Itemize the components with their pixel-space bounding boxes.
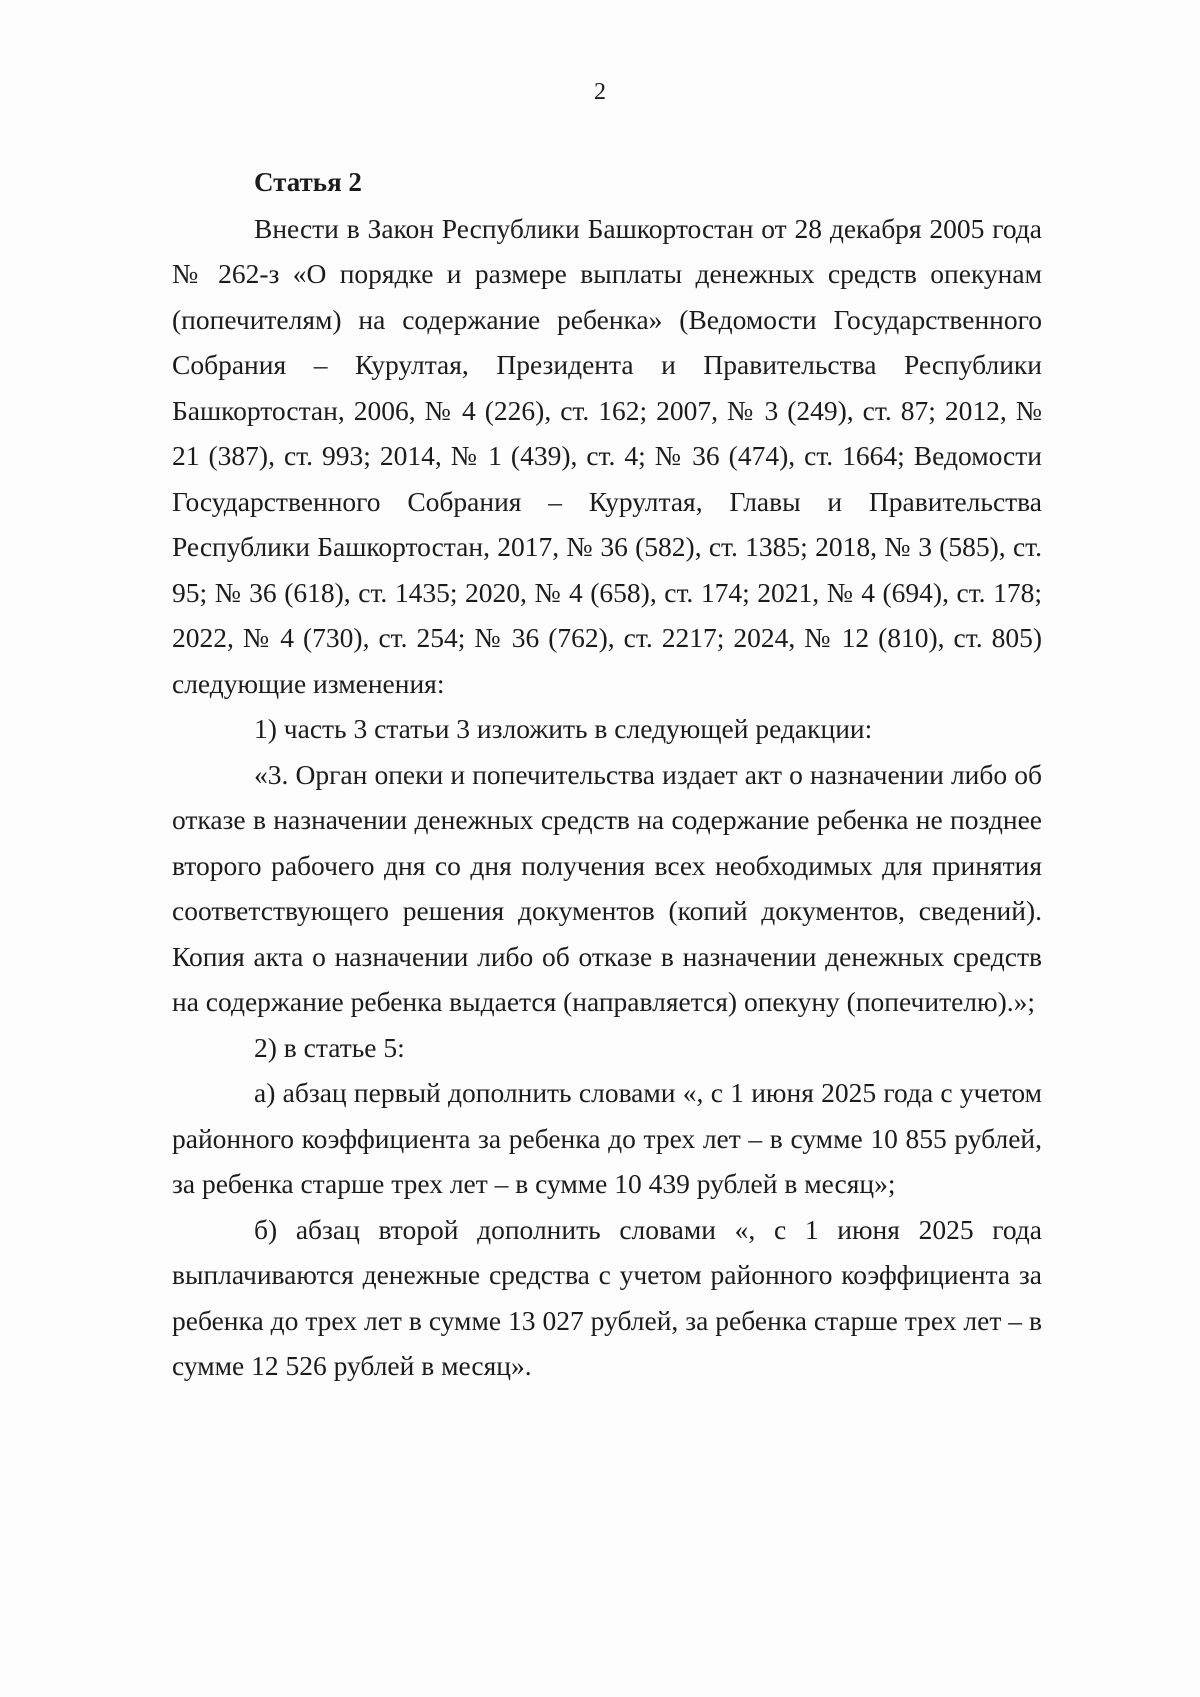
paragraph-item-1: 1) часть 3 статьи 3 изложить в следующей редакции: [254,713,873,744]
paragraph-quoted-part-3: «3. Орган опеки и попечительства издает акт о назначении либо об отказе в назначении денежных средств на содержание ребенка не позднее второго рабочего дня со дня получения всех необходимых для принятия соответствующего решения документов (копий документов, сведений). Копия акта о назначении либо об отказе в назначении денежных средств на содержание ребенка выдается (направляется) опекуну (попечителю).»; [172,758,1042,1017]
document-body [172,160,1042,1389]
paragraph-item-2: 2) в статье 5: [254,1031,405,1063]
paragraph-subitem-a: а) абзац первый дополнить словами «, с 1 июня 2025 года с учетом районного коэффициента за ребенка до трех лет – в сумме 10 855 рублей, за ребенка старше трех лет – в сумме 10 439 рублей в месяц»; [172,1077,1042,1199]
article-heading: Статья 2 [254,167,362,197]
page-number: 2 [594,79,606,105]
paragraph-amendment-intro: Внести в Закон Республики Башкортостан от 28 декабря 2005 года № 262-з «О порядке и размере выплаты денежных средств опекунам (попечителям) на содержание ребенка» (Ведомости Государственного Собрания – Курултая, Президента и Правительства Республики Башкортостан, 2006, № 4 (226), ст. 162; 2007, № 3 (249), ст. 87; 2012, № 21 (387), ст. 993; 2014, № 1 (439), ст. 4; № 36 (474), ст. 1664; Ведомости Государственного Собрания – Курултая, Главы и Правительства Республики Башкортостан, 2017, № 36 (582), ст. 1385; 2018, № 3 (585), ст. 95; № 36 (618), ст. 1435; 2020, № 4 (658), ст. 174; 2021, № 4 (694), ст. 178; 2022, № 4 (730), ст. 254; № 36 (762), ст. 2217; 2024, № 12 (810), ст. 805) следующие изменения: [172,212,1042,699]
paragraph-subitem-b: б) абзац второй дополнить словами «, с 1 июня 2025 года выплачиваются денежные средства с учетом районного коэффициента за ребенка до трех лет в сумме 13 027 рублей, за ребенка старше трех лет – в сумме 12 526 рублей в месяц». [172,1213,1042,1381]
